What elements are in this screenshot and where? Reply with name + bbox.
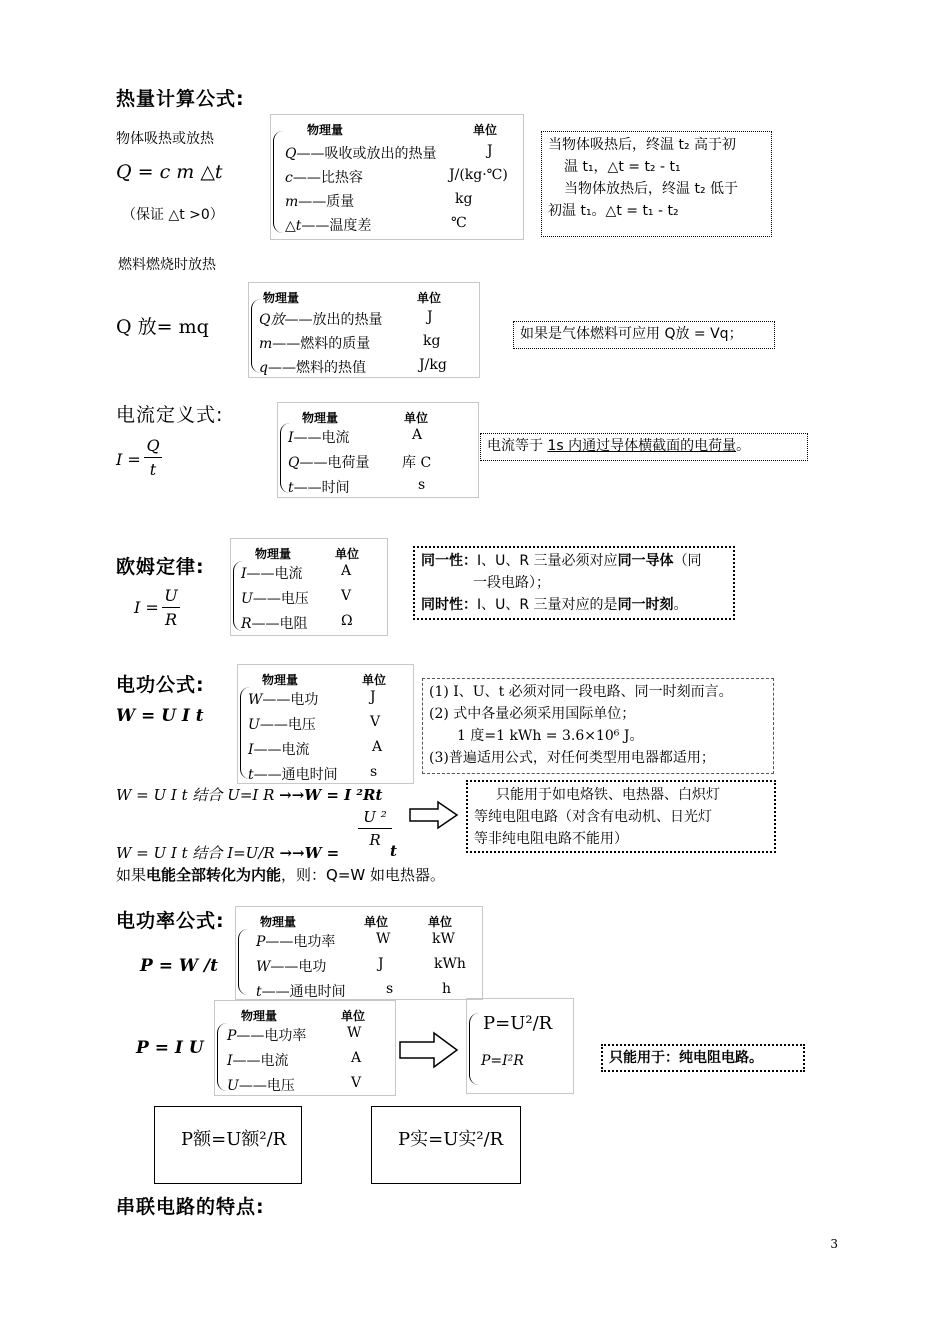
numerator: U ² xyxy=(363,808,387,826)
table-row: q——燃料的热值 xyxy=(259,360,366,376)
table-row: Q放——放出的热量 xyxy=(259,312,383,328)
table-unit: J xyxy=(427,309,433,325)
actual-power-box xyxy=(371,1106,521,1184)
table-row: W——电功 xyxy=(248,692,319,708)
table-header: 物理量 xyxy=(255,547,292,561)
work-note xyxy=(422,678,774,774)
table-unit: V xyxy=(370,714,381,730)
note-line: 只能用于如电烙铁、电热器、白炽灯 xyxy=(496,787,720,803)
table-row: t——通电时间 xyxy=(248,767,338,783)
table-header: 物理量 xyxy=(263,291,300,305)
note-line: 同一性：I、U、R 三量必须对应同一导体（同 xyxy=(421,553,702,569)
heat-note xyxy=(541,131,772,237)
note-line: (2) 式中各量必须采用国际单位； xyxy=(429,706,636,722)
table-row: m——燃料的质量 xyxy=(259,336,371,352)
table-unit: A xyxy=(341,563,352,579)
rated-power-box xyxy=(154,1106,302,1184)
table-unit: kg xyxy=(423,333,441,349)
work-formula: W = U I t xyxy=(116,706,204,726)
work-pure-note xyxy=(466,780,776,853)
current-note: 电流等于 1s 内通过导体横截面的电荷量。 xyxy=(480,433,808,461)
table-unit: J/kg xyxy=(419,357,447,373)
table-header: 物理量 xyxy=(302,411,339,425)
heat-formula: Q = c m △t xyxy=(116,161,223,183)
work-derive-2: W = U I t 结合 I=U/R →→W = xyxy=(116,844,340,862)
note-line: (3)普遍适用公式，对任何类型用电器都适用； xyxy=(429,750,715,766)
table-row: I——电流 xyxy=(227,1053,289,1069)
note-line: 当物体放热后，终温 t₂ 低于 xyxy=(564,181,739,197)
ohm-formula-lhs: I = xyxy=(134,598,159,617)
power-result-2: P=I²R xyxy=(481,1053,524,1069)
denominator: R xyxy=(164,610,178,629)
work-table xyxy=(237,664,414,784)
note-line: 1 度=1 kWh = 3.6×10⁶ J。 xyxy=(457,728,644,744)
table-header: 单位 xyxy=(341,1009,366,1023)
fuel-table xyxy=(248,282,480,378)
table-row: I——电流 xyxy=(241,566,303,582)
arrow-right-icon xyxy=(398,1030,460,1070)
table-row: P——电功率 xyxy=(227,1028,307,1044)
table-unit: V xyxy=(351,1075,362,1091)
table-unit: Ω xyxy=(341,613,353,629)
power-title: 电功率公式: xyxy=(116,910,225,932)
table-header: 单位 xyxy=(428,915,453,929)
power-note: 只能用于：纯电阻电路。 xyxy=(601,1044,805,1072)
note-line: 同时性：I、U、R 三量对应的是同一时刻。 xyxy=(421,597,688,613)
heat-table xyxy=(270,114,524,240)
brace-icon xyxy=(273,131,284,233)
table-unit: kWh xyxy=(434,956,466,972)
table-unit: ℃ xyxy=(451,215,467,231)
note-line: 等非纯电阻电路不能用） xyxy=(474,831,628,847)
table-header: 单位 xyxy=(364,915,389,929)
power-result-box xyxy=(466,998,574,1094)
ohm-note xyxy=(413,546,735,620)
series-title: 串联电路的特点: xyxy=(116,1196,265,1218)
denominator: t xyxy=(149,460,157,479)
table-unit: A xyxy=(351,1050,362,1066)
fuel-note: 如果是气体燃料可应用 Q放 = Vq； xyxy=(513,321,775,349)
current-table xyxy=(277,402,479,498)
table-header: 物理量 xyxy=(241,1009,278,1023)
rated-power-formula: P额=U额²/R xyxy=(181,1129,287,1150)
note-line: 当物体吸热后，终温 t₂ 高于初 xyxy=(548,137,737,153)
table-unit: J xyxy=(370,689,376,705)
fuel-subtitle: 燃料燃烧时放热 xyxy=(118,257,216,273)
power-table-2 xyxy=(214,1000,396,1096)
note-line: 初温 t₁。△t = t₁ - t₂ xyxy=(548,203,679,219)
heat-subtitle: 物体吸热或放热 xyxy=(116,131,214,147)
denominator: R xyxy=(369,831,381,849)
table-header: 物理量 xyxy=(262,673,299,687)
table-unit: kg xyxy=(455,191,473,207)
table-row: U——电压 xyxy=(227,1078,295,1094)
power-formula-2: P = I U xyxy=(136,1038,204,1058)
power-result-1: P=U²/R xyxy=(483,1013,553,1034)
heat-condition: （保证 △t >0） xyxy=(122,207,224,223)
power-formula-1: P = W /t xyxy=(140,956,218,976)
table-unit: W xyxy=(376,931,391,947)
table-unit: J xyxy=(487,143,493,159)
note-line: 等纯电阻电路（对含有电动机、日光灯 xyxy=(474,809,712,825)
table-header: 单位 xyxy=(404,411,429,425)
note-line: (1) I、U、t 必须对同一段电路、同一时刻而言。 xyxy=(429,684,733,700)
table-unit: s xyxy=(370,764,378,780)
table-unit: h xyxy=(442,981,452,997)
table-header: 单位 xyxy=(473,123,498,137)
table-unit: J xyxy=(378,956,384,972)
table-row: P——电功率 xyxy=(256,934,336,950)
table-row: R——电阻 xyxy=(241,616,308,632)
table-unit: A xyxy=(412,427,423,443)
ohm-fraction xyxy=(162,586,180,629)
work-derive-2-t: t xyxy=(390,842,397,860)
table-header: 物理量 xyxy=(260,915,297,929)
table-unit: s xyxy=(418,477,426,493)
arrow-right-icon xyxy=(408,800,460,830)
table-unit: J/(kg·℃) xyxy=(449,167,508,183)
table-unit: 库 C xyxy=(402,455,432,471)
power-table-1 xyxy=(235,906,483,1000)
numerator: Q xyxy=(146,436,160,455)
table-row: U——电压 xyxy=(241,591,309,607)
table-row: t——通电时间 xyxy=(256,984,346,1000)
fuel-formula: Q 放= mq xyxy=(116,316,209,338)
table-header: 单位 xyxy=(335,547,360,561)
table-row: U——电压 xyxy=(248,717,316,733)
table-unit: s xyxy=(386,981,394,997)
current-formula-lhs: I = xyxy=(116,450,141,469)
current-title: 电流定义式: xyxy=(116,404,224,426)
brace-icon xyxy=(469,1013,480,1085)
table-row: W——电功 xyxy=(256,959,327,975)
heat-title: 热量计算公式: xyxy=(116,88,245,110)
numerator: U xyxy=(164,586,178,605)
brace-icon xyxy=(238,929,249,995)
ohm-title: 欧姆定律: xyxy=(116,556,205,578)
table-row: Q——吸收或放出的热量 xyxy=(285,146,437,162)
table-header: 单位 xyxy=(417,291,442,305)
note-line: 温 t₁，△t = t₂ - t₁ xyxy=(564,159,681,175)
table-row: c——比热容 xyxy=(285,170,363,186)
table-row: m——质量 xyxy=(285,194,355,210)
table-row: △t——温度差 xyxy=(285,218,372,234)
work-conclusion: 如果电能全部转化为内能，则：Q=W 如电热器。 xyxy=(116,866,446,884)
table-row: t——时间 xyxy=(288,480,350,496)
ohm-table xyxy=(230,538,388,636)
note-line: 一段电路）； xyxy=(473,575,550,591)
page-number: 3 xyxy=(830,1237,838,1251)
table-row: I——电流 xyxy=(288,430,350,446)
table-unit: A xyxy=(372,739,383,755)
table-unit: W xyxy=(347,1025,362,1041)
table-row: Q——电荷量 xyxy=(288,455,370,471)
table-header: 物理量 xyxy=(307,123,344,137)
table-unit: V xyxy=(341,588,352,604)
work-title: 电功公式: xyxy=(116,674,205,696)
work-derive-1: W = U I t 结合 U=I R →→W = I ²Rt xyxy=(116,786,383,804)
work-derive-2-fraction xyxy=(358,808,392,849)
table-row: I——电流 xyxy=(248,742,310,758)
actual-power-formula: P实=U实²/R xyxy=(398,1129,504,1150)
table-header: 单位 xyxy=(362,673,387,687)
current-fraction xyxy=(144,436,162,479)
table-unit: kW xyxy=(432,931,455,947)
